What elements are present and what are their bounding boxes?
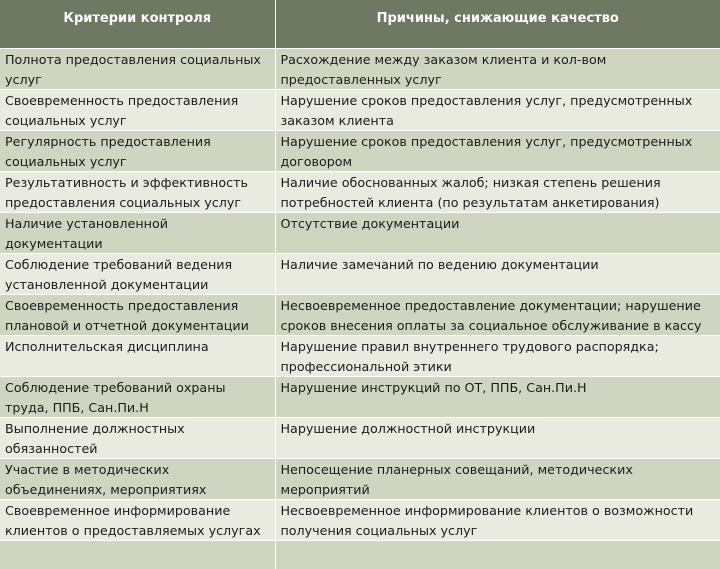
table-row — [0, 500, 720, 541]
criterion-text-line: плановой и отчетной документации — [5, 317, 249, 333]
criterion-text-line: документации — [5, 235, 103, 251]
reason-cell — [275, 131, 720, 172]
reason-cell — [275, 336, 720, 377]
table-row — [0, 459, 720, 500]
reason-text-line: потребностей клиента (по результатам анкетирования) — [280, 194, 660, 210]
criterion-text-line: клиентов о предоставляемых услугах — [5, 522, 261, 538]
criterion-cell — [0, 254, 275, 295]
reason-cell — [275, 49, 720, 90]
table-row — [0, 336, 720, 377]
reason-text-line: Несвоевременное предоставление документации; нарушение — [280, 298, 701, 313]
reason-cell — [275, 541, 720, 569]
criterion-text-line: социальных услуг — [5, 153, 127, 169]
criterion-text-line: Своевременность предоставления — [5, 93, 239, 108]
reason-text-line: Нарушение сроков предоставления услуг, предусмотренных — [280, 93, 693, 108]
criterion-cell — [0, 49, 275, 90]
criterion-text-line: труда, ППБ, Сан.Пи.Н — [5, 399, 149, 415]
table-row — [0, 131, 720, 172]
criterion-cell — [0, 295, 275, 336]
criterion-text-line: Участие в методических — [5, 462, 170, 477]
criterion-text-line: Полнота предоставления социальных — [5, 52, 261, 67]
table-row — [0, 172, 720, 213]
criterion-cell — [0, 336, 275, 377]
reason-text-line: Нарушение сроков предоставления услуг, предусмотренных — [280, 134, 693, 149]
criterion-text-line: услуг — [5, 71, 42, 87]
reason-text-line: Расхождение между заказом клиента и кол-вом — [280, 52, 607, 67]
criterion-text-line: социальных услуг — [5, 112, 127, 128]
reason-text-line: мероприятий — [280, 481, 370, 497]
criterion-cell — [0, 377, 275, 418]
table-row — [0, 418, 720, 459]
reason-text-line: профессиональной этики — [280, 358, 452, 374]
reason-text-line: Непосещение планерных совещаний, методических — [280, 462, 633, 477]
reason-text-line: Нарушение правил внутреннего трудового распорядка; — [280, 339, 659, 354]
table-header-row — [0, 0, 720, 49]
reason-cell — [275, 459, 720, 500]
table-row — [0, 295, 720, 336]
criterion-text-line: Соблюдение требований охраны — [5, 380, 226, 395]
table-row — [0, 254, 720, 295]
reason-cell — [275, 90, 720, 131]
criterion-text-line: Результативность и эффективность — [5, 175, 248, 190]
criterion-text-line: Наличие установленной — [5, 216, 168, 231]
reason-cell — [275, 500, 720, 541]
table-row — [0, 49, 720, 90]
criterion-cell — [0, 418, 275, 459]
criterion-text-line: Исполнительская дисциплина — [5, 339, 209, 354]
header-reasons: Причины, снижающие качество — [275, 0, 720, 49]
reason-cell — [275, 213, 720, 254]
criterion-text-line: Своевременное информирование — [5, 503, 231, 518]
reason-text-line: Наличие обоснованных жалоб; низкая степень решения — [280, 175, 661, 190]
criterion-text-line: Соблюдение требований ведения — [5, 257, 233, 272]
reason-cell — [275, 377, 720, 418]
reason-text-line: заказом клиента — [280, 112, 394, 128]
reason-text-line: договором — [280, 153, 353, 169]
criterion-text-line: обязанностей — [5, 440, 98, 456]
criterion-text-line: предоставления социальных услуг — [5, 194, 242, 210]
criterion-cell — [0, 541, 275, 569]
table-body — [0, 49, 720, 569]
reason-text-line: Нарушение должностной инструкции — [280, 421, 536, 436]
reason-cell — [275, 172, 720, 213]
criterion-text-line: установленной документации — [5, 276, 209, 292]
criterion-text-line: Своевременность предоставления — [5, 298, 239, 313]
reason-text-line: Наличие замечаний по ведению документации — [280, 257, 599, 272]
criterion-cell — [0, 213, 275, 254]
reason-cell — [275, 254, 720, 295]
criterion-cell — [0, 131, 275, 172]
reason-cell — [275, 295, 720, 336]
reason-text-line: Несвоевременное информирование клиентов о возможности — [280, 503, 694, 518]
table-row — [0, 213, 720, 254]
criterion-cell — [0, 500, 275, 541]
reason-text-line: Нарушение инструкций по ОТ, ППБ, Сан.Пи.Н — [280, 380, 587, 395]
criterion-text-line: объединениях, мероприятиях — [5, 481, 207, 497]
criterion-cell — [0, 459, 275, 500]
table-row — [0, 541, 720, 569]
reason-text-line: сроков внесения оплаты за социальное обслуживание в кассу — [280, 317, 702, 333]
table-row — [0, 90, 720, 131]
reason-text-line: получения социальных услуг — [280, 522, 478, 538]
reason-text-line: предоставленных услуг — [280, 71, 442, 87]
reason-cell — [275, 418, 720, 459]
criterion-cell — [0, 90, 275, 131]
criterion-text-line: Регулярность предоставления — [5, 134, 211, 149]
criterion-text-line: Выполнение должностных — [5, 421, 185, 436]
header-criteria: Критерии контроля — [0, 0, 275, 49]
table-row — [0, 377, 720, 418]
reason-text-line: Отсутствие документации — [280, 216, 460, 231]
criterion-cell — [0, 172, 275, 213]
